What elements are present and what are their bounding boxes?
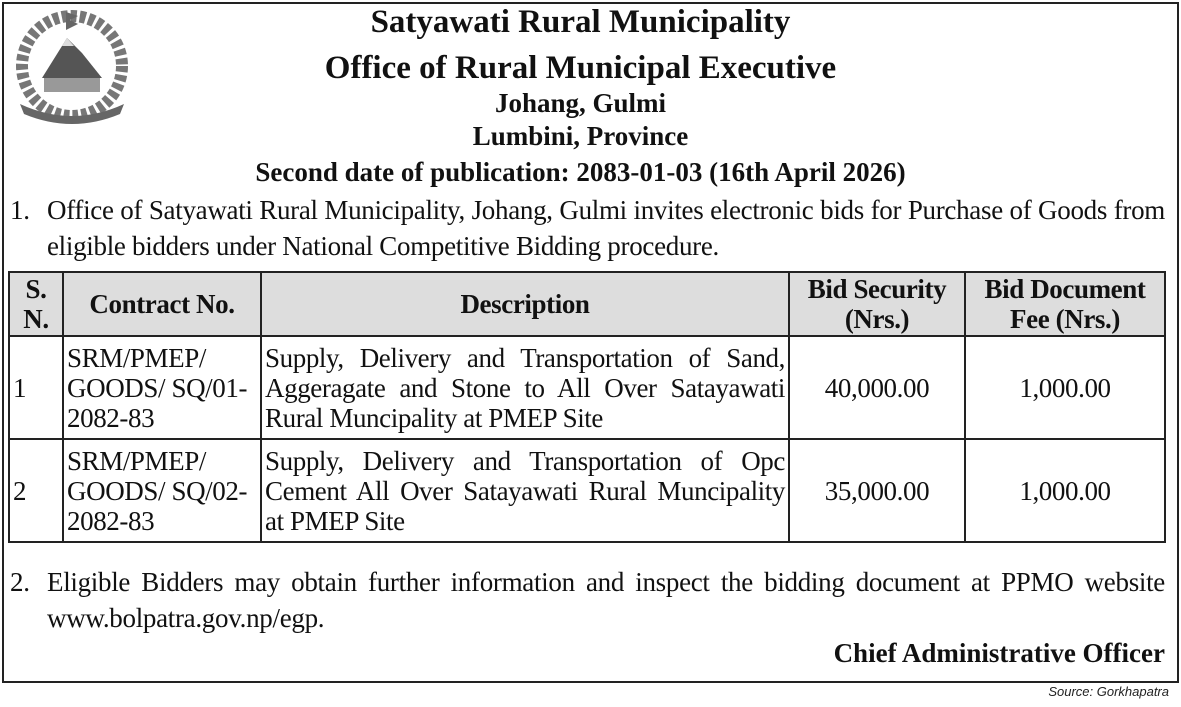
header-description: Description (261, 272, 789, 336)
paragraph-number: 1. (10, 195, 30, 225)
cell-document-fee: 1,000.00 (965, 439, 1165, 542)
paragraph-text: Eligible Bidders may obtain further information and inspect the bidding document at PPMO website www.bolpatra.gov.np/egp. (47, 567, 1165, 633)
cell-sn: 1 (9, 336, 63, 439)
paragraph-number: 2. (10, 567, 30, 597)
cell-bid-security: 40,000.00 (789, 336, 965, 439)
paragraph-text: Office of Satyawati Rural Municipality, Johang, Gulmi invites electronic bids for Purchase of Goods from eligible bidders under National Competitive Bidding procedure. (47, 195, 1165, 261)
publication-date: Second date of publication: 2083-01-03 (16th April 2026) (255, 157, 906, 187)
cell-sn: 2 (9, 439, 63, 542)
cell-bid-security: 35,000.00 (789, 439, 965, 542)
municipality-name: Satyawati Rural Municipality (370, 4, 791, 40)
province: Lumbini, Province (472, 121, 689, 151)
office-name: Office of Rural Municipal Executive (324, 50, 837, 86)
signatory: Chief Administrative Officer (833, 638, 1165, 668)
header-contract-no: Contract No. (63, 272, 261, 336)
paragraph-2 (10, 564, 1165, 636)
source-credit: Source: Gorkhapatra (1048, 684, 1169, 699)
office-location: Johang, Gulmi (494, 88, 667, 118)
cell-contract: SRM/PMEP/ GOODS/ SQ/01-2082-83 (63, 336, 261, 439)
table-row (9, 439, 1165, 542)
paragraph-1 (10, 192, 1165, 264)
bid-table (8, 271, 1166, 543)
header-bid-security: Bid Security (Nrs.) (789, 272, 965, 336)
cell-document-fee: 1,000.00 (965, 336, 1165, 439)
header-document-fee: Bid Document Fee (Nrs.) (965, 272, 1165, 336)
cell-description: Supply, Delivery and Transportation of Opc Cement All Over Satayawati Rural Muncipality at PMEP Site (261, 439, 789, 542)
cell-description: Supply, Delivery and Transportation of Sand, Aggeragate and Stone to All Over Satayawati Rural Muncipality at PMEP Site (261, 336, 789, 439)
table-row (9, 336, 1165, 439)
table-header-row (9, 272, 1165, 336)
header-sn: S. N. (9, 272, 63, 336)
cell-contract: SRM/PMEP/ GOODS/ SQ/02-2082-83 (63, 439, 261, 542)
